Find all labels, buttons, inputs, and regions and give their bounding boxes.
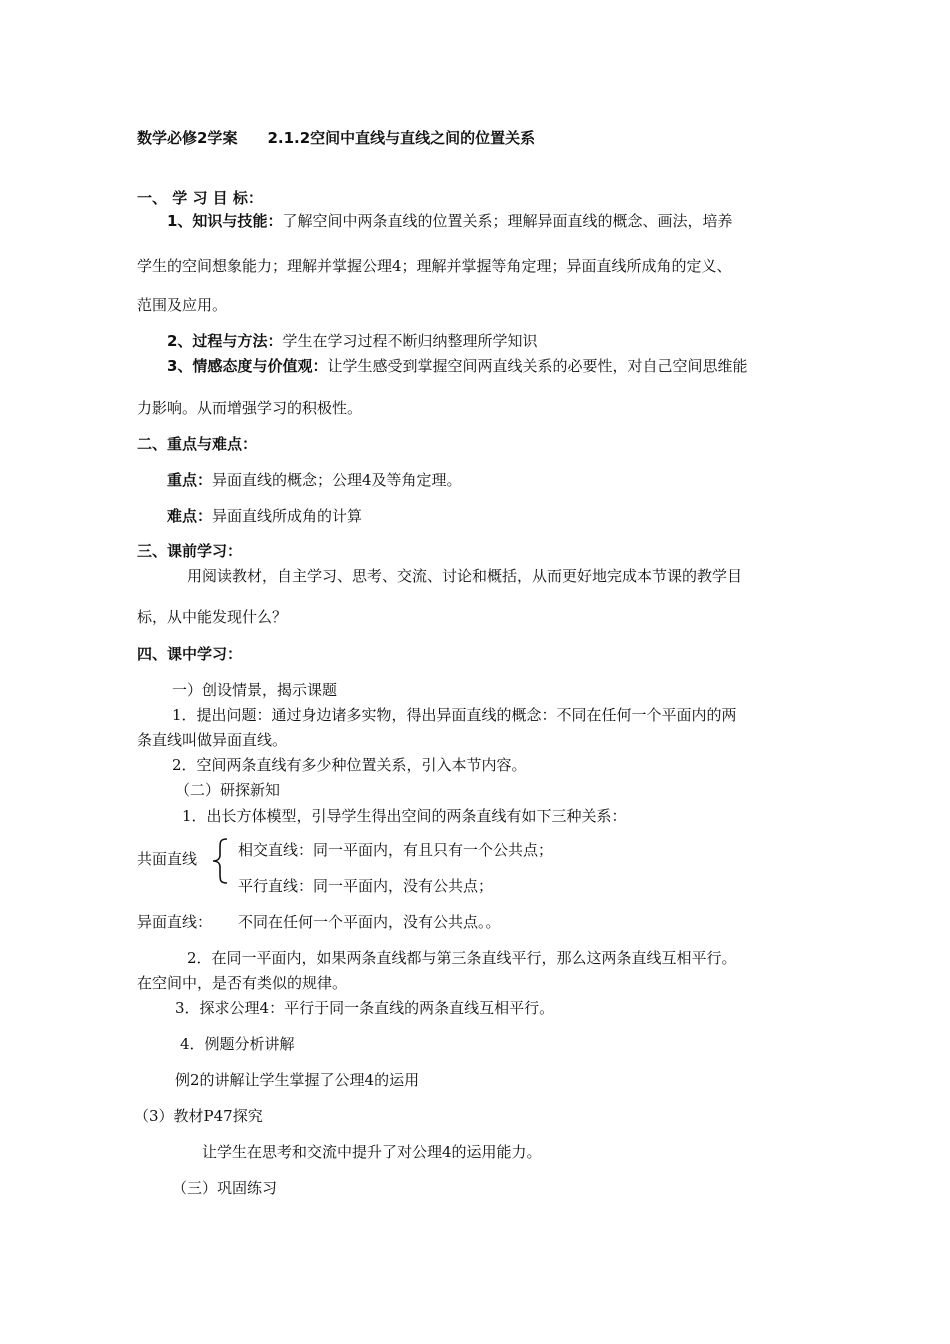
goal-1-text-1: 了解空间中两条直线的位置关系；理解异面直线的概念、画法，培养 bbox=[282, 212, 733, 230]
para-3: 1．出长方体模型，引导学生得出空间的两条直线有如下三种关系： bbox=[182, 807, 627, 825]
key-point-text: 异面直线的概念；公理4及等角定理。 bbox=[212, 471, 462, 489]
section-4-heading: 四、课中学习： bbox=[137, 645, 243, 663]
intersecting-lines: 相交直线：同一平面内，有且只有一个公共点； bbox=[238, 841, 554, 859]
para-4-line-1: 2．在同一平面内，如果两条直线都与第三条直线平行，那么这两条直线互相平行。 bbox=[187, 949, 737, 967]
pre-study-line-2: 标，从中能发现什么？ bbox=[137, 608, 288, 626]
para-5: 3．探求公理4：平行于同一条直线的两条直线互相平行。 bbox=[175, 999, 555, 1017]
pre-study-line-1: 用阅读教材，自主学习、思考、交流、讨论和概括，从而更好地完成本节课的教学目 bbox=[187, 567, 743, 585]
skew-lines-label: 异面直线： bbox=[137, 913, 213, 931]
goal-1-line-1 bbox=[167, 211, 732, 231]
para-4-line-2: 在空间中，是否有类似的规律。 bbox=[137, 974, 348, 992]
left-brace-icon bbox=[211, 838, 231, 884]
goal-3-text-1: 让学生感受到掌握空间两直线关系的必要性，对自己空间思维能 bbox=[327, 357, 748, 375]
goal-1-line-2: 学生的空间想象能力；理解并掌握公理4；理解并掌握等角定理；异面直线所成角的定义、 bbox=[137, 257, 732, 275]
goal-2-line bbox=[167, 331, 537, 351]
page-title: 数学必修2学案 2.1.2空间中直线与直线之间的位置关系 bbox=[137, 129, 536, 147]
sub-heading-1: 一）创设情景，揭示课题 bbox=[172, 681, 338, 699]
para-9: 让学生在思考和交流中提升了对公理4的运用能力。 bbox=[202, 1143, 542, 1161]
para-7: 例2的讲解让学生掌握了公理4的运用 bbox=[175, 1071, 420, 1089]
key-point-line bbox=[167, 470, 462, 490]
goal-1-label: 1、知识与技能： bbox=[167, 212, 283, 230]
difficulty-label: 难点： bbox=[167, 507, 213, 525]
section-2-heading: 二、重点与难点： bbox=[137, 435, 258, 453]
goal-3-line-2: 力影响。从而增强学习的积极性。 bbox=[137, 399, 363, 417]
goal-2-label: 2、过程与方法： bbox=[167, 332, 283, 350]
section-1-heading: 一、 学 习 目 标： bbox=[137, 189, 263, 207]
key-point-label: 重点： bbox=[167, 471, 213, 489]
para-2: 2．空间两条直线有多少种位置关系，引入本节内容。 bbox=[172, 756, 527, 774]
sub-heading-2: （二）研探新知 bbox=[175, 781, 281, 799]
para-8: （3）教材P47探究 bbox=[134, 1107, 263, 1125]
para-1-line-1: 1．提出问题：通过身边诸多实物，得出异面直线的概念：不同在任何一个平面内的两 bbox=[172, 706, 737, 724]
parallel-lines: 平行直线：同一平面内，没有公共点； bbox=[238, 877, 494, 895]
skew-lines-text: 不同在任何一个平面内，没有公共点。。 bbox=[238, 913, 501, 931]
goal-3-label: 3、情感态度与价值观： bbox=[167, 357, 328, 375]
goal-2-text: 学生在学习过程不断归纳整理所学知识 bbox=[282, 332, 538, 350]
coplanar-label: 共面直线 bbox=[137, 850, 198, 868]
section-3-heading: 三、课前学习： bbox=[137, 542, 243, 560]
goal-1-line-3: 范围及应用。 bbox=[137, 296, 228, 314]
goal-3-line-1 bbox=[167, 356, 747, 376]
sub-heading-3: （三）巩固练习 bbox=[172, 1179, 278, 1197]
para-1-line-2: 条直线叫做异面直线。 bbox=[137, 731, 288, 749]
difficulty-line bbox=[167, 506, 362, 526]
difficulty-text: 异面直线所成角的计算 bbox=[212, 507, 363, 525]
para-6: 4．例题分析讲解 bbox=[180, 1035, 295, 1053]
